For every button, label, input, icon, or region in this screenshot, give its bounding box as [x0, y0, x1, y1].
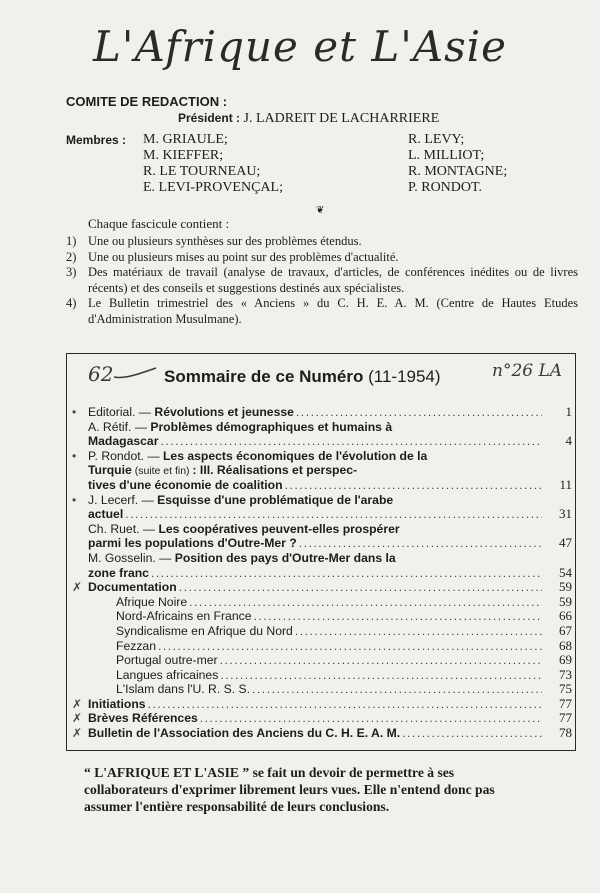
toc-subentry: [88, 653, 572, 668]
toc-title: Révolutions et jeunesse: [154, 405, 294, 419]
toc-subentry-title: Afrique Noire: [116, 594, 188, 609]
toc-title-cont: tives d'une économie de coalition: [88, 477, 283, 492]
toc-title: Problèmes démographiques et humains à: [150, 419, 393, 434]
toc-subentry: [88, 595, 572, 610]
toc-section-title: Documentation: [88, 580, 177, 595]
members-right-column: [408, 132, 507, 196]
handwritten-stroke-icon: [112, 365, 158, 381]
toc-title-cont: actuel: [88, 507, 124, 522]
toc-entry: [72, 492, 572, 522]
member-name: E. LEVI-PROVENÇAL;: [143, 180, 283, 195]
toc-title: Les coopératives peuvent-elles prospérer: [158, 521, 400, 536]
member-name: L. MILLIOT;: [408, 148, 485, 163]
table-of-contents: [72, 405, 572, 741]
toc-title-cont: Turquie: [88, 463, 132, 478]
toc-section-entry: [72, 726, 572, 741]
toc-subentry-title: Fezzan: [116, 638, 156, 653]
list-item: [66, 296, 578, 327]
item-number: 3): [66, 265, 77, 280]
item-text: Une ou plusieurs synthèses sur des problèmes étendus.: [88, 234, 362, 248]
ornament-icon: ❦: [316, 205, 325, 216]
toc-section-entry: [72, 711, 572, 726]
disclaimer-line: collaborateurs d'exprimer librement leurs vues. Elle n'entend donc pas: [84, 782, 495, 797]
check-mark-icon: ✗: [72, 726, 83, 741]
toc-page: 59: [559, 594, 572, 609]
check-mark-icon: ✗: [72, 696, 83, 711]
toc-page: 47: [559, 536, 572, 551]
item-text: Le Bulletin trimestriel des « Anciens » du C. H. E. A. M. (Centre de Hautes Etudes d'Administration Musulmane).: [88, 296, 578, 326]
toc-entry: [88, 551, 572, 580]
toc-author: J. Lecerf. —: [88, 492, 158, 507]
item-text: Des matériaux de travail (analyse de travaux, d'articles, de conférences inédites ou de livres récents) et des conseils et suggestions destinés aux spécialistes.: [88, 265, 578, 295]
member-name: R. MONTAGNE;: [408, 164, 508, 179]
toc-page: 75: [559, 682, 572, 697]
bullet-mark-icon: •: [72, 448, 77, 463]
toc-page: 66: [559, 609, 572, 624]
list-item: [66, 234, 578, 250]
toc-author: P. Rondot. —: [88, 448, 163, 463]
toc-page: 67: [559, 623, 572, 638]
toc-section-title: Brèves Références: [88, 711, 198, 726]
toc-author: Editorial. —: [88, 405, 155, 419]
toc-page: 77: [559, 711, 572, 726]
toc-author: Ch. Ruet. —: [88, 521, 159, 536]
toc-title-cont: : III. Réalisations et perspec-: [192, 463, 358, 478]
president-line: [178, 111, 439, 127]
toc-page: 1: [565, 405, 572, 419]
list-item: [66, 265, 578, 296]
toc-entry: [88, 522, 572, 551]
disclaimer-line: assumer l'entière responsabilité de leurs conclusions.: [84, 799, 390, 814]
toc-note: (suite et fin): [131, 465, 193, 478]
members-label: Membres :: [66, 133, 127, 147]
toc-subentry-title: Nord-Africains en France: [116, 609, 252, 624]
toc-subentry: [88, 668, 572, 683]
sommaire-title: [164, 367, 441, 387]
contents-list: [66, 234, 578, 328]
member-name: P. RONDOT.: [408, 180, 483, 195]
sommaire-date: (11-1954): [368, 367, 441, 386]
toc-page: 78: [559, 726, 572, 741]
handwritten-number: 62: [88, 362, 114, 386]
comite-heading: COMITE DE REDACTION :: [66, 94, 228, 109]
bullet-mark-icon: •: [72, 405, 77, 419]
toc-page: 77: [559, 696, 572, 711]
toc-subentry-title: Langues africaines: [116, 667, 219, 682]
disclaimer: [84, 764, 584, 815]
toc-entry: [72, 448, 572, 493]
disclaimer-line: “ L'AFRIQUE ET L'ASIE ” se fait un devoir de permettre à ses: [84, 765, 455, 780]
handwritten-note: n°26 LA: [492, 361, 563, 381]
toc-page: 31: [559, 507, 572, 522]
toc-author: M. Gosselin. —: [88, 550, 175, 565]
toc-title-cont: parmi les populations d'Outre-Mer ?: [88, 536, 297, 551]
member-name: M. KIEFFER;: [143, 148, 224, 163]
check-mark-icon: ✗: [72, 580, 83, 595]
toc-subentry: [88, 682, 572, 697]
toc-page: 59: [559, 580, 572, 595]
toc-page: 68: [559, 638, 572, 653]
list-item: [66, 250, 578, 266]
bullet-mark-icon: •: [72, 492, 77, 507]
journal-title: L'Afrique et L'Asie: [93, 22, 507, 71]
member-name: R. LEVY;: [408, 132, 465, 147]
toc-title: Les aspects économiques de l'évolution de la: [162, 448, 428, 463]
toc-title: Position des pays d'Outre-Mer dans la: [174, 550, 396, 565]
item-text: Une ou plusieurs mises au point sur des problèmes d'actualité.: [88, 249, 399, 264]
toc-page: 11: [559, 477, 572, 492]
item-number: 1): [66, 234, 77, 248]
member-name: R. LE TOURNEAU;: [143, 164, 261, 179]
toc-section-entry: [72, 696, 572, 712]
toc-author: A. Rétif. —: [88, 419, 151, 434]
check-mark-icon: ✗: [72, 711, 83, 726]
toc-section-documentation: [72, 580, 572, 595]
toc-subentry: [88, 609, 572, 624]
toc-subentry-title: Syndicalisme en Afrique du Nord: [116, 623, 293, 638]
members-left-column: [143, 132, 283, 196]
contient-heading: Chaque fascicule contient :: [88, 216, 230, 231]
toc-subentry-title: L'Islam dans l'U. R. S. S.: [116, 682, 251, 697]
toc-title-cont: Madagascar: [88, 434, 159, 449]
item-number: 4): [66, 296, 77, 311]
item-number: 2): [66, 249, 77, 264]
toc-subentry: [88, 639, 572, 654]
toc-subentry-title: Portugal outre-mer: [116, 653, 218, 668]
toc-entry: [88, 420, 572, 449]
toc-section-title: Bulletin de l'Association des Anciens du C. H. E. A. M.: [88, 726, 401, 741]
toc-title: Esquisse d'une problématique de l'arabe: [157, 492, 394, 507]
toc-section-title: Initiations: [88, 696, 146, 711]
toc-page: 73: [559, 667, 572, 682]
toc-title-cont: zone franc: [88, 565, 149, 580]
toc-subentry: [88, 624, 572, 639]
sommaire-title-text: Sommaire de ce Numéro: [164, 367, 364, 386]
member-name: M. GRIAULE;: [143, 132, 228, 147]
toc-entry: [72, 405, 572, 420]
president-label: Président :: [178, 111, 241, 125]
toc-page: 54: [559, 565, 572, 580]
toc-page: 4: [565, 434, 572, 449]
toc-page: 69: [559, 653, 572, 668]
president-name: J. LADREIT DE LACHARRIERE: [243, 111, 440, 126]
